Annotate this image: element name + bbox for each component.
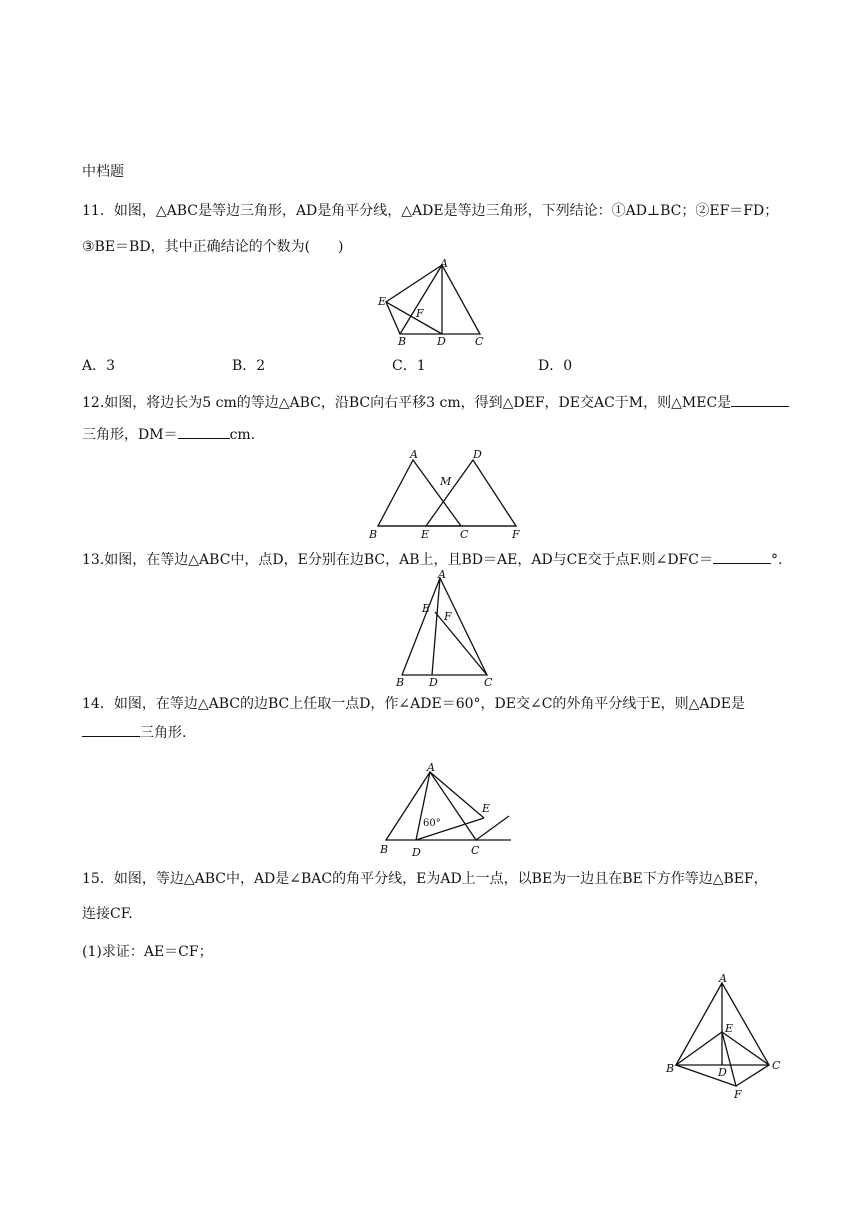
section-title: 中档题 [82,164,124,180]
q11-text-line2: ③BE＝BD，其中正确结论的个数为( ) [82,239,344,255]
q14-line2-text: 三角形. [140,725,187,741]
q12-text-line1 [82,393,789,413]
q11-label-c: C [475,335,484,348]
q14-triangle-abc [386,772,476,840]
q13-line1-unit: °. [770,552,783,568]
q15-segment-cf [736,1065,769,1086]
q12-line2-text: 三角形，DM＝ [82,427,178,443]
q11-figure [370,258,490,350]
q12-answer-blank-1[interactable] [731,406,789,407]
q14-angle-label: 60° [423,818,441,829]
q12-line2-unit: cm. [229,427,256,443]
q12-label-d: D [473,448,482,461]
q11-label-d: D [437,335,446,348]
q11-segment-eb [386,302,400,334]
q11-option-d: D．0 [538,358,573,374]
q11-label-b: B [398,335,407,348]
q14-label-b: B [380,843,389,856]
q14-label-a: A [427,761,435,774]
q13-label-c: C [484,676,493,689]
q15-label-c: C [772,1059,781,1072]
q13-line1-text: 13.如图，在等边△ABC中，点D，E分别在边BC，AB上，且BD＝AE，AD与CE交于点F.则∠DFC＝ [82,552,713,568]
q12-text-line2 [82,425,255,445]
q11-label-e: E [378,295,387,308]
q15-label-a: A [719,972,727,985]
q15-text-line2: 连接CF. [82,906,133,922]
q14-text-line2 [82,723,186,743]
q14-figure [376,760,516,858]
q13-label-f: F [444,610,452,623]
q13-label-a: A [438,568,446,581]
q14-label-d: D [412,846,421,859]
q11-segment-ae-ed [386,265,442,334]
q11-option-a: A．3 [82,358,116,374]
q12-label-m: M [440,475,452,488]
q15-label-f: F [734,1088,742,1101]
q12-triangle-def [426,460,516,526]
q12-label-e: E [421,528,430,541]
q15-text-line1: 15．如图，等边△ABC中，AD是∠BAC的角平分线，E为AD上一点，以BE为一边且在BE下方作等边△BEF， [82,871,768,887]
q14-answer-blank[interactable] [82,736,140,737]
q11-option-c: C．1 [392,358,426,374]
q11-label-f: F [416,307,424,320]
q13-figure [392,568,504,690]
q12-line1-text: 12.如图，将边长为5 cm的等边△ABC，沿BC向右平移3 cm，得到△DEF，DE交AC于M，则△MEC是 [82,395,732,411]
q14-label-e: E [482,802,491,815]
q12-figure [366,446,531,542]
q11-text-line1: 11．如图，△ABC是等边三角形，AD是角平分线，△ADE是等边三角形，下列结论：①AD⊥BC；②EF＝FD； [82,203,779,219]
q11-triangle-abc [400,265,480,334]
q12-label-f: F [512,528,520,541]
q12-answer-blank-2[interactable] [178,438,230,439]
q15-triangle-bef [676,1032,736,1086]
q13-label-e: E [422,602,431,615]
q13-text-line1 [82,550,782,570]
q11-label-a: A [440,257,448,270]
q13-answer-blank[interactable] [713,563,771,564]
q15-figure [662,972,782,1104]
q15-label-d: D [718,1066,727,1079]
q15-subquestion-1: (1)求证：AE＝CF； [82,944,213,960]
q14-text-line1: 14．如图，在等边△ABC的边BC上任取一点D，作∠ADE＝60°，DE交∠C的外角平分线于E，则△ADE是 [82,696,745,712]
q13-segment-ad [432,578,440,675]
q12-label-a: A [410,448,418,461]
q12-triangle-abc [378,460,461,526]
q11-option-b: B．2 [232,358,266,374]
q13-label-d: D [429,676,438,689]
q15-label-e: E [725,1022,734,1035]
q12-label-b: B [369,528,378,541]
q13-label-b: B [396,676,405,689]
q15-label-b: B [666,1062,675,1075]
q14-label-c: C [471,844,480,857]
q12-label-c: C [460,528,469,541]
